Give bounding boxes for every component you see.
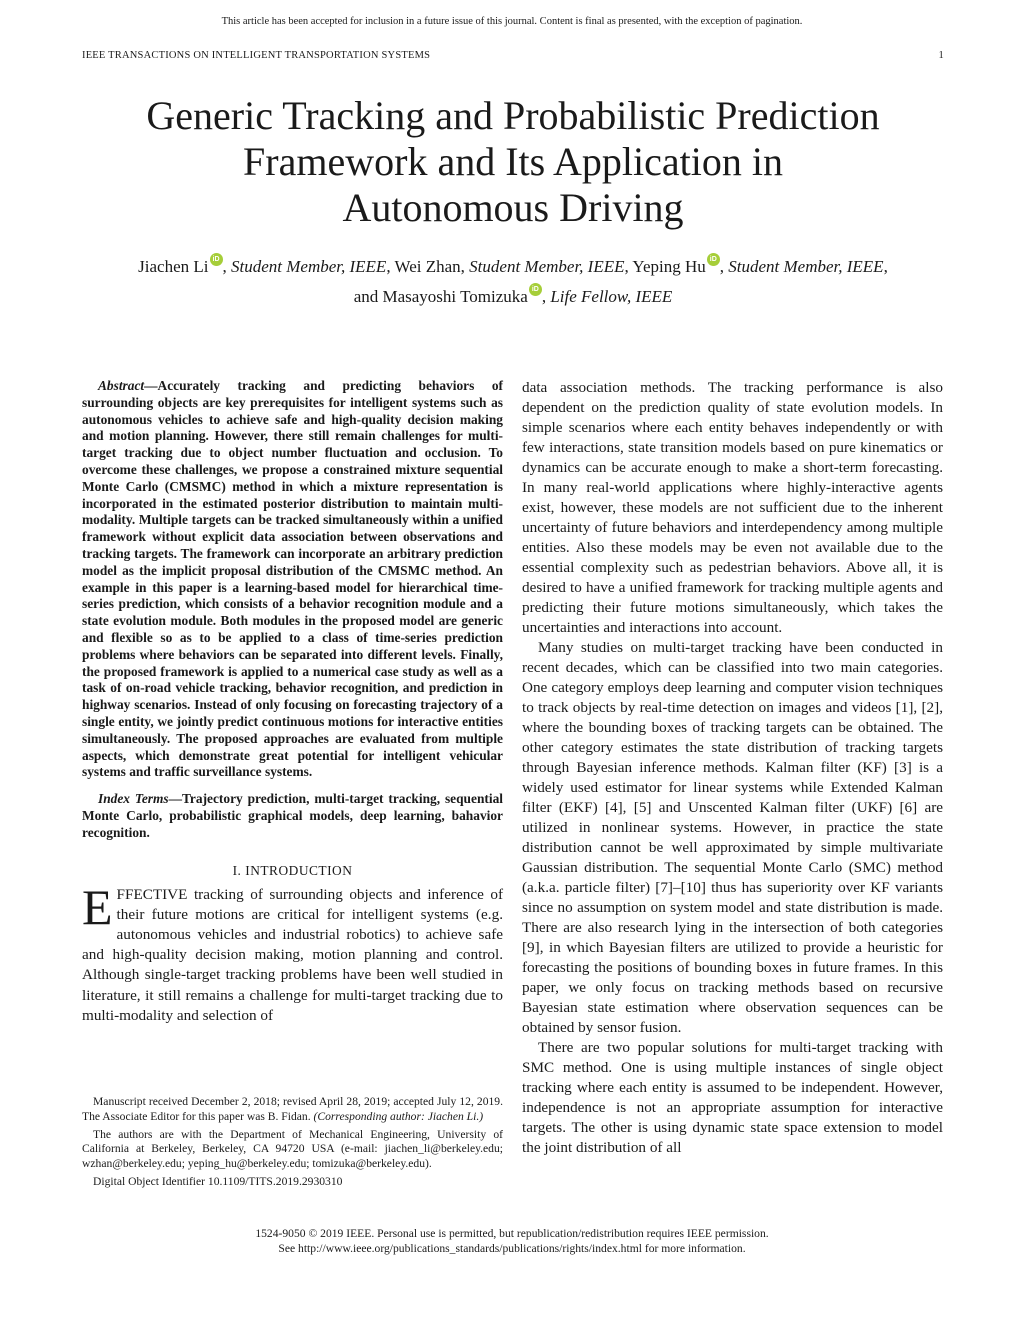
author-membership: Student Member, IEEE: [231, 257, 387, 276]
index-terms-label: Index Terms: [98, 791, 169, 807]
right-column: [522, 378, 943, 1158]
footnote-received: [82, 1095, 503, 1125]
copyright-line-2: See http://www.ieee.org/publications_standards/publications/rights/index.html for more information.: [278, 1242, 746, 1255]
title-line-2: Framework and Its Application in: [243, 139, 783, 184]
left-column: [82, 378, 503, 1026]
page-number: 1: [938, 50, 944, 61]
copyright-line-1: 1524-9050 © 2019 IEEE. Personal use is permitted, but republication/redistribution requires IEEE permission.: [255, 1227, 769, 1240]
journal-name: IEEE TRANSACTIONS ON INTELLIGENT TRANSPORTATION SYSTEMS: [82, 50, 431, 61]
author-list: [82, 252, 944, 312]
section-heading: I. INTRODUCTION: [232, 862, 353, 878]
author-membership: Student Member, IEEE: [728, 257, 884, 276]
orcid-icon[interactable]: iD: [707, 253, 720, 266]
abstract: Abstract—Accurately tracking and predicting behaviors of surrounding objects are key prerequisites for intelligent systems such as autonomous vehicles to achieve safe and high-quality decision making and motion planning. However, there still remain challenges for multi-target tracking due to object number fluctuation and occlusion. To overcome these challenges, we propose a constrained mixture sequential Monte Carlo (CMSMC) method in which a mixture representation is incorporated in the estimated posterior distribution to maintain multi-modality. Multiple targets can be tracked simultaneously within a unified framework without explicit data association between observations and tracking targets. The framework can incorporate an arbitrary prediction model as the implicit proposal distribution of the CMSMC method. An example in this paper is a learning-based model for hierarchical time-series prediction, which consists of a behavior recognition module and a state evolution module. Both modules in the proposed model are generic and flexible so as to be applied to a class of time-series prediction problems where behaviors can be separated into different levels. Finally, the proposed framework is applied to a numerical case study as well as a task of on-road vehicle tracking, behavior recognition, and prediction in highway scenarios. Instead of only focusing on forecasting trajectory of a single entity, we jointly predict continuous motions for interactive entities simultaneously. The proposed approaches are evaluated from multiple aspects, which demonstrate great potential for intelligent vehicular systems and traffic surveillance systems.: [82, 378, 503, 780]
running-header: [82, 50, 944, 61]
orcid-icon[interactable]: iD: [529, 283, 542, 296]
author-name: Jiachen Li: [138, 257, 209, 276]
title-line-1: Generic Tracking and Probabilistic Prediction: [146, 93, 880, 138]
author-name: Yeping Hu: [632, 257, 706, 276]
abstract-text: Accurately tracking and predicting behaviors of surrounding objects are key prerequisites for intelligent systems such as autonomous vehicles to achieve safe and high-quality decision making and motion planning. However, there still remain challenges for multi-target tracking due to object number fluctuation and occlusion. To overcome these challenges, we propose a constrained mixture sequential Monte Carlo (CMSMC) method in which a mixture representation is incorporated in the estimated posterior distribution to maintain multi-modality. Multiple targets can be tracked simultaneously within a unified framework without explicit data association between observations and tracking targets. The framework can incorporate an arbitrary prediction model as the implicit proposal distribution of the CMSMC method. An example in this paper is a learning-based model for hierarchical time-series prediction, which consists of a behavior recognition module and a state evolution module. Both modules in the proposed model are generic and flexible so as to be applied to a class of time-series prediction problems where behaviors can be separated into different levels. Finally, the proposed framework is applied to a numerical case study as well as a task of on-road vehicle tracking, behavior recognition, and prediction in highway scenarios. Instead of only focusing on forecasting trajectory of a single entity, we jointly predict continuous motions for interactive entities simultaneously. The proposed approaches are evaluated from multiple aspects, which demonstrate great potential for intelligent vehicular systems and traffic surveillance systems.: [82, 378, 503, 780]
body-paragraph: There are two popular solutions for multi-target tracking with SMC method. One is using multiple instances of single object tracking where each entity is assumed to be independent. However, independence is not an appropriate assumption for interactive targets. The other is using dynamic state space extension to model the joint distribution of all: [522, 1039, 943, 1156]
title-line-3: Autonomous Driving: [342, 185, 684, 230]
paper-title: [82, 93, 944, 231]
author-conjunction: and: [353, 287, 379, 306]
index-terms-text: Trajectory prediction, multi-target tracking, sequential Monte Carlo, probabilistic graphical models, deep learning, bahavior recognition.: [82, 791, 503, 840]
author-line-1: Jiachen Li iD , Student Member, IEEE, Wei Zhan, Student Member, IEEE, Yeping Hu iD , Student Member, IEEE,: [82, 252, 944, 282]
index-terms: Index Terms—Trajectory prediction, multi-target tracking, sequential Monte Carlo, probabilistic graphical models, deep learning, bahavior recognition.: [82, 791, 503, 840]
author-line-2: and Masayoshi Tomizuka iD , Life Fellow, IEEE: [82, 282, 944, 312]
author-name: Wei Zhan: [394, 257, 461, 276]
drop-cap: E: [82, 878, 113, 935]
received-text: Manuscript received December 2, 2018; revised April 28, 2019; accepted July 12, 2019. The Associate Editor for this paper was B. Fidan.: [82, 1095, 503, 1123]
corresponding-author: (Corresponding author: Jiachen Li.): [313, 1109, 484, 1123]
orcid-icon[interactable]: iD: [210, 253, 223, 266]
copyright-notice: [0, 1226, 1024, 1256]
author-membership: Student Member, IEEE: [469, 257, 625, 276]
body-paragraph: data association methods. The tracking performance is also dependent on the prediction quality of state evolution models. In simple scenarios where each entity behaves independently or with few interactions, state transition models based on pure kinematics or dynamics can be accurate enough to make a short-term forecasting. In many real-world applications where highly-interactive agents exist, however, these models are not sufficient due to the inherent uncertainty of future behaviors and interdependency among multiple entities. Also these models may be even not available due to the essential complexity such as pedestrian behaviors. Above all, it is desired to have a unified framework for tracking multiple agents and predicting their future motions simultaneously, which takes the uncertainties and interactions into account.: [522, 379, 943, 636]
author-name: Masayoshi Tomizuka: [382, 287, 528, 306]
footnote-affiliation: The authors are with the Department of Mechanical Engineering, University of California at Berkeley, Berkeley, CA 94720 USA (e-mail: jiachen_li@berkeley.edu; wzhan@berkeley.edu; yeping_hu@berkeley.edu; tomizuka@berkeley.edu).: [82, 1127, 503, 1171]
footnote-doi: Digital Object Identifier 10.1109/TITS.2019.2930310: [93, 1174, 343, 1188]
intro-text: FFECTIVE tracking of surrounding objects and inference of their future motions are critical for intelligent systems (e.g. autonomous vehicles and industrial robotics) to achieve safe and high-quality decision making, motion planning and control. Although single-target tracking problems have been well studied in literature, it still remains a challenge for multi-target tracking due to multi-modality and selection of: [82, 885, 503, 1024]
body-paragraph: Many studies on multi-target tracking have been conducted in recent decades, which can be classified into two main categories. One category employs deep learning and computer vision techniques to track objects by real-time detection on images and videos [1], [2], where the bounding boxes of tracking targets can be obtained. The other category estimates the state distribution of tracking targets through Bayesian inference methods. Kalman filter (KF) [3] is a widely used estimator for linear systems while Extended Kalman filter (EKF) [4], [5] and Unscented Kalman filter (UKF) [6] are utilized in nonlinear systems. However, in practice the state distribution cannot be well approximated by simple multivariate Gaussian distribution. The sequential Monte Carlo (SMC) method (a.k.a. particle filter) [7]–[10] thus has superiority over KF variants since no assumption on system model and state distribution is made. There are also research lying in the intersection of both categories [9], in which Bayesian filters are utilized to provide a heuristic for forecasting the positions of bounding boxes in future frames. In this paper, we only focus on tracking methods based on recursive Bayesian state estimation where observation sequences can be obtained by sensor fusion.: [522, 639, 943, 1036]
intro-paragraph: [82, 878, 503, 1026]
abstract-label: Abstract: [98, 378, 145, 393]
author-membership: Life Fellow, IEEE: [550, 287, 673, 306]
footnotes: [82, 1095, 503, 1193]
acceptance-note: This article has been accepted for inclusion in a future issue of this journal. Content is final as presented, with the exception of pagination.: [221, 16, 803, 27]
